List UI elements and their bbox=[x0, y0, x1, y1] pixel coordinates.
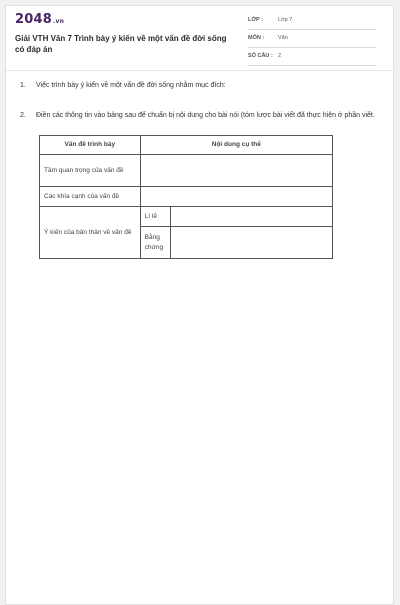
answer-cell[interactable] bbox=[140, 187, 332, 207]
meta-value: Lớp 7 bbox=[278, 17, 293, 23]
table-row bbox=[40, 207, 333, 227]
sub-label-reason: Lí lẽ bbox=[140, 207, 170, 227]
meta-row-class bbox=[248, 14, 376, 30]
document-page bbox=[5, 5, 394, 605]
logo-text: 2048 bbox=[15, 12, 52, 27]
document-header bbox=[15, 12, 375, 60]
question-text: Điền các thông tin vào bảng sau để chuẩn bị nội dung cho bài nói (tóm lược bài viết đã thực hiện ở phần viết. bbox=[36, 112, 375, 119]
meta-value: Văn bbox=[278, 35, 288, 41]
table-header-content: Nội dung cụ thể bbox=[140, 136, 332, 155]
document-meta bbox=[248, 14, 376, 68]
preparation-table bbox=[39, 135, 333, 259]
document-title: Giải VTH Văn 7 Trình bày ý kiến về một vấn đề đời sống có đáp án bbox=[15, 34, 227, 54]
answer-cell[interactable] bbox=[170, 227, 332, 259]
question-number: 1. bbox=[20, 82, 26, 89]
question-number: 2. bbox=[20, 112, 26, 119]
answer-cell[interactable] bbox=[170, 207, 332, 227]
row-label-aspects: Các khía cạnh của vấn đề bbox=[40, 187, 141, 207]
row-label-opinion: Ý kiến của bản thân về vấn đề bbox=[40, 207, 141, 259]
table-header-issue: Vấn đề trình bày bbox=[40, 136, 141, 155]
sub-label-evidence: Bằng chứng bbox=[140, 227, 170, 259]
meta-label: MÔN : bbox=[248, 35, 265, 41]
meta-label: LỚP : bbox=[248, 17, 263, 23]
table-row bbox=[40, 155, 333, 187]
meta-row-question-count bbox=[248, 50, 376, 66]
logo-tld: .vn bbox=[52, 18, 65, 25]
site-logo[interactable] bbox=[15, 12, 64, 27]
meta-row-subject bbox=[248, 32, 376, 48]
question-text: Việc trình bày ý kiến về một vấn đề đời sống nhằm mục đích: bbox=[36, 82, 226, 89]
table-header-row bbox=[40, 136, 333, 155]
answer-cell[interactable] bbox=[140, 155, 332, 187]
table-row bbox=[40, 187, 333, 207]
header-divider bbox=[5, 70, 394, 71]
row-label-importance: Tầm quan trọng của vấn đề bbox=[40, 155, 141, 187]
meta-value: 2 bbox=[278, 53, 282, 59]
meta-label: SỐ CÂU : bbox=[248, 53, 273, 59]
